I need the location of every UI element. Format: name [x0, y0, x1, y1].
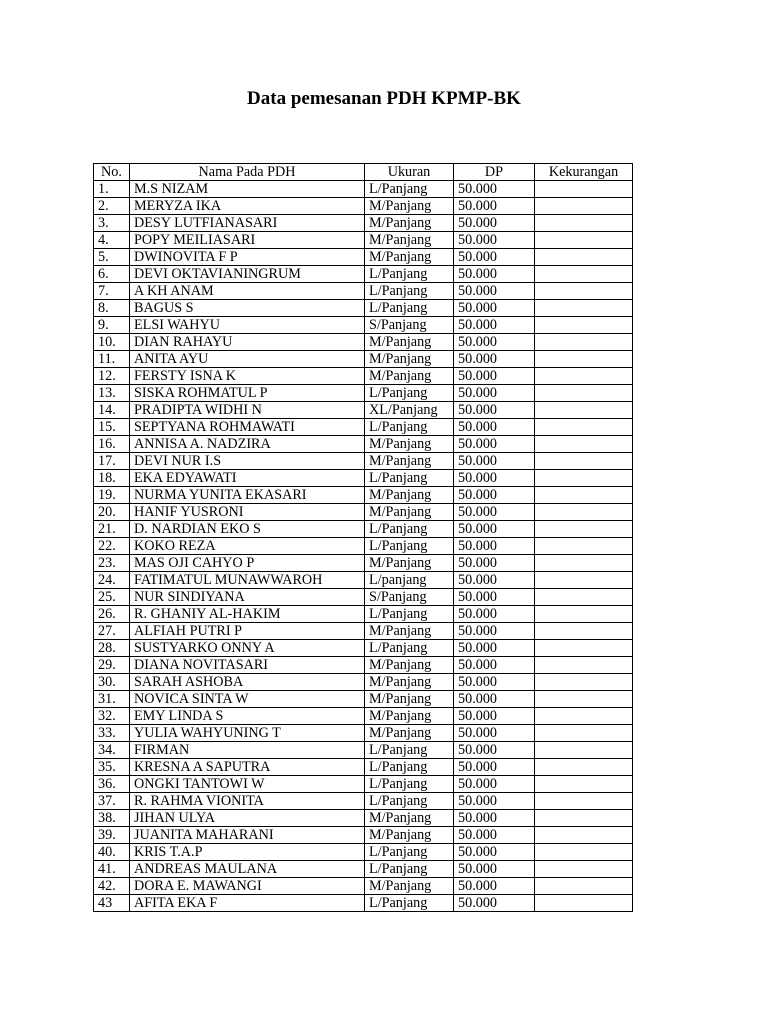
cell-kekurangan — [535, 487, 633, 504]
table-row — [94, 283, 633, 300]
cell-name: SARAH ASHOBA — [130, 674, 365, 691]
order-table — [93, 163, 633, 912]
cell-no: 23. — [94, 555, 130, 572]
cell-size: L/Panjang — [365, 793, 454, 810]
table-row — [94, 844, 633, 861]
cell-name: HANIF YUSRONI — [130, 504, 365, 521]
cell-size: M/Panjang — [365, 232, 454, 249]
cell-kekurangan — [535, 538, 633, 555]
cell-size: M/Panjang — [365, 504, 454, 521]
cell-kekurangan — [535, 215, 633, 232]
cell-no: 5. — [94, 249, 130, 266]
cell-no: 26. — [94, 606, 130, 623]
cell-dp: 50.000 — [454, 521, 535, 538]
cell-name: NUR SINDIYANA — [130, 589, 365, 606]
cell-no: 6. — [94, 266, 130, 283]
table-row — [94, 708, 633, 725]
cell-dp: 50.000 — [454, 232, 535, 249]
cell-name: ANITA AYU — [130, 351, 365, 368]
cell-size: M/Panjang — [365, 487, 454, 504]
cell-kekurangan — [535, 674, 633, 691]
cell-name: ANDREAS MAULANA — [130, 861, 365, 878]
cell-dp: 50.000 — [454, 657, 535, 674]
cell-no: 24. — [94, 572, 130, 589]
cell-no: 15. — [94, 419, 130, 436]
cell-name: ALFIAH PUTRI P — [130, 623, 365, 640]
cell-dp: 50.000 — [454, 708, 535, 725]
cell-no: 12. — [94, 368, 130, 385]
table-row — [94, 215, 633, 232]
cell-dp: 50.000 — [454, 419, 535, 436]
table-row — [94, 419, 633, 436]
cell-kekurangan — [535, 759, 633, 776]
header-size: Ukuran — [365, 164, 454, 181]
cell-name: YULIA WAHYUNING T — [130, 725, 365, 742]
cell-dp: 50.000 — [454, 215, 535, 232]
cell-kekurangan — [535, 623, 633, 640]
cell-name: MERYZA IKA — [130, 198, 365, 215]
cell-no: 32. — [94, 708, 130, 725]
table-row — [94, 725, 633, 742]
cell-dp: 50.000 — [454, 283, 535, 300]
table-row — [94, 589, 633, 606]
table-row — [94, 878, 633, 895]
cell-kekurangan — [535, 742, 633, 759]
table-row — [94, 606, 633, 623]
cell-dp: 50.000 — [454, 402, 535, 419]
table-row — [94, 487, 633, 504]
cell-size: L/Panjang — [365, 538, 454, 555]
cell-size: L/Panjang — [365, 283, 454, 300]
cell-dp: 50.000 — [454, 300, 535, 317]
cell-no: 2. — [94, 198, 130, 215]
cell-name: FIRMAN — [130, 742, 365, 759]
cell-size: L/Panjang — [365, 742, 454, 759]
cell-kekurangan — [535, 810, 633, 827]
cell-size: L/Panjang — [365, 181, 454, 198]
cell-size: M/Panjang — [365, 708, 454, 725]
table-row — [94, 317, 633, 334]
table-row — [94, 776, 633, 793]
cell-kekurangan — [535, 232, 633, 249]
table-row — [94, 385, 633, 402]
cell-name: MAS OJI CAHYO P — [130, 555, 365, 572]
cell-size: M/Panjang — [365, 827, 454, 844]
header-no: No. — [94, 164, 130, 181]
cell-dp: 50.000 — [454, 538, 535, 555]
cell-name: EKA EDYAWATI — [130, 470, 365, 487]
cell-no: 18. — [94, 470, 130, 487]
cell-dp: 50.000 — [454, 181, 535, 198]
cell-name: FATIMATUL MUNAWWAROH — [130, 572, 365, 589]
cell-no: 43 — [94, 895, 130, 912]
cell-name: KOKO REZA — [130, 538, 365, 555]
cell-dp: 50.000 — [454, 470, 535, 487]
table-row — [94, 470, 633, 487]
cell-size: L/Panjang — [365, 419, 454, 436]
table-row — [94, 436, 633, 453]
cell-dp: 50.000 — [454, 725, 535, 742]
cell-no: 19. — [94, 487, 130, 504]
cell-kekurangan — [535, 878, 633, 895]
cell-size: S/Panjang — [365, 317, 454, 334]
table-body — [94, 181, 633, 912]
cell-kekurangan — [535, 249, 633, 266]
cell-name: EMY LINDA S — [130, 708, 365, 725]
cell-name: POPY MEILIASARI — [130, 232, 365, 249]
cell-name: DEVI NUR I.S — [130, 453, 365, 470]
table-row — [94, 334, 633, 351]
cell-size: M/Panjang — [365, 436, 454, 453]
cell-size: L/Panjang — [365, 640, 454, 657]
cell-name: KRIS T.A.P — [130, 844, 365, 861]
cell-name: NOVICA SINTA W — [130, 691, 365, 708]
cell-no: 39. — [94, 827, 130, 844]
cell-dp: 50.000 — [454, 640, 535, 657]
cell-dp: 50.000 — [454, 742, 535, 759]
cell-name: DIANA NOVITASARI — [130, 657, 365, 674]
cell-kekurangan — [535, 385, 633, 402]
cell-kekurangan — [535, 606, 633, 623]
cell-dp: 50.000 — [454, 623, 535, 640]
cell-dp: 50.000 — [454, 827, 535, 844]
cell-no: 33. — [94, 725, 130, 742]
cell-dp: 50.000 — [454, 606, 535, 623]
cell-kekurangan — [535, 266, 633, 283]
cell-name: DORA E. MAWANGI — [130, 878, 365, 895]
table-row — [94, 742, 633, 759]
cell-kekurangan — [535, 708, 633, 725]
cell-dp: 50.000 — [454, 198, 535, 215]
cell-kekurangan — [535, 657, 633, 674]
table-row — [94, 368, 633, 385]
table-row — [94, 181, 633, 198]
cell-size: M/Panjang — [365, 368, 454, 385]
cell-size: S/Panjang — [365, 589, 454, 606]
cell-size: M/Panjang — [365, 351, 454, 368]
cell-kekurangan — [535, 572, 633, 589]
cell-dp: 50.000 — [454, 895, 535, 912]
cell-name: DESY LUTFIANASARI — [130, 215, 365, 232]
cell-kekurangan — [535, 402, 633, 419]
table-row — [94, 198, 633, 215]
cell-size: M/Panjang — [365, 198, 454, 215]
table-row — [94, 232, 633, 249]
cell-kekurangan — [535, 504, 633, 521]
cell-no: 37. — [94, 793, 130, 810]
table-row — [94, 759, 633, 776]
cell-kekurangan — [535, 827, 633, 844]
cell-size: M/Panjang — [365, 623, 454, 640]
cell-no: 22. — [94, 538, 130, 555]
header-name: Nama Pada PDH — [130, 164, 365, 181]
table-row — [94, 572, 633, 589]
cell-name: M.S NIZAM — [130, 181, 365, 198]
table-row — [94, 640, 633, 657]
cell-name: ANNISA A. NADZIRA — [130, 436, 365, 453]
cell-no: 38. — [94, 810, 130, 827]
cell-name: JUANITA MAHARANI — [130, 827, 365, 844]
cell-dp: 50.000 — [454, 861, 535, 878]
cell-dp: 50.000 — [454, 691, 535, 708]
cell-size: L/Panjang — [365, 844, 454, 861]
cell-size: L/Panjang — [365, 266, 454, 283]
table-row — [94, 555, 633, 572]
cell-dp: 50.000 — [454, 453, 535, 470]
cell-kekurangan — [535, 589, 633, 606]
cell-no: 11. — [94, 351, 130, 368]
cell-dp: 50.000 — [454, 317, 535, 334]
cell-name: SUSTYARKO ONNY A — [130, 640, 365, 657]
cell-dp: 50.000 — [454, 504, 535, 521]
cell-name: NURMA YUNITA EKASARI — [130, 487, 365, 504]
table-header-row — [94, 164, 633, 181]
table-row — [94, 674, 633, 691]
page-title: Data pemesanan PDH KPMP-BK — [247, 88, 521, 109]
cell-name: D. NARDIAN EKO S — [130, 521, 365, 538]
cell-name: DWINOVITA F P — [130, 249, 365, 266]
cell-no: 8. — [94, 300, 130, 317]
cell-no: 7. — [94, 283, 130, 300]
cell-size: XL/Panjang — [365, 402, 454, 419]
cell-no: 25. — [94, 589, 130, 606]
cell-kekurangan — [535, 181, 633, 198]
cell-size: M/Panjang — [365, 810, 454, 827]
table-row — [94, 861, 633, 878]
cell-dp: 50.000 — [454, 436, 535, 453]
cell-dp: 50.000 — [454, 555, 535, 572]
cell-kekurangan — [535, 555, 633, 572]
cell-kekurangan — [535, 776, 633, 793]
cell-kekurangan — [535, 793, 633, 810]
cell-size: M/Panjang — [365, 555, 454, 572]
cell-no: 9. — [94, 317, 130, 334]
cell-kekurangan — [535, 351, 633, 368]
table-row — [94, 895, 633, 912]
cell-size: L/Panjang — [365, 521, 454, 538]
cell-size: M/Panjang — [365, 878, 454, 895]
cell-kekurangan — [535, 368, 633, 385]
cell-size: L/Panjang — [365, 385, 454, 402]
cell-dp: 50.000 — [454, 572, 535, 589]
cell-name: A KH ANAM — [130, 283, 365, 300]
cell-kekurangan — [535, 861, 633, 878]
cell-dp: 50.000 — [454, 759, 535, 776]
cell-dp: 50.000 — [454, 674, 535, 691]
table-row — [94, 691, 633, 708]
cell-dp: 50.000 — [454, 334, 535, 351]
cell-size: L/Panjang — [365, 861, 454, 878]
cell-size: M/Panjang — [365, 215, 454, 232]
table-row — [94, 453, 633, 470]
cell-kekurangan — [535, 470, 633, 487]
cell-dp: 50.000 — [454, 776, 535, 793]
cell-size: L/Panjang — [365, 606, 454, 623]
cell-kekurangan — [535, 640, 633, 657]
table-row — [94, 657, 633, 674]
cell-no: 41. — [94, 861, 130, 878]
cell-size: L/Panjang — [365, 470, 454, 487]
cell-no: 36. — [94, 776, 130, 793]
cell-dp: 50.000 — [454, 351, 535, 368]
cell-no: 21. — [94, 521, 130, 538]
cell-dp: 50.000 — [454, 266, 535, 283]
cell-no: 14. — [94, 402, 130, 419]
cell-dp: 50.000 — [454, 810, 535, 827]
cell-kekurangan — [535, 300, 633, 317]
cell-name: JIHAN ULYA — [130, 810, 365, 827]
cell-name: KRESNA A SAPUTRA — [130, 759, 365, 776]
cell-name: AFITA EKA F — [130, 895, 365, 912]
table-row — [94, 521, 633, 538]
table-row — [94, 810, 633, 827]
cell-name: R. GHANIY AL-HAKIM — [130, 606, 365, 623]
table-row — [94, 827, 633, 844]
cell-name: SISKA ROHMATUL P — [130, 385, 365, 402]
cell-name: ONGKI TANTOWI W — [130, 776, 365, 793]
header-dp: DP — [454, 164, 535, 181]
cell-dp: 50.000 — [454, 368, 535, 385]
cell-kekurangan — [535, 844, 633, 861]
cell-no: 40. — [94, 844, 130, 861]
cell-no: 42. — [94, 878, 130, 895]
table-row — [94, 249, 633, 266]
cell-no: 3. — [94, 215, 130, 232]
cell-size: L/Panjang — [365, 895, 454, 912]
cell-name: BAGUS S — [130, 300, 365, 317]
cell-name: DIAN RAHAYU — [130, 334, 365, 351]
cell-kekurangan — [535, 453, 633, 470]
cell-dp: 50.000 — [454, 487, 535, 504]
cell-kekurangan — [535, 436, 633, 453]
cell-no: 20. — [94, 504, 130, 521]
cell-size: L/Panjang — [365, 759, 454, 776]
cell-kekurangan — [535, 895, 633, 912]
cell-size: M/Panjang — [365, 725, 454, 742]
cell-kekurangan — [535, 283, 633, 300]
cell-size: M/Panjang — [365, 249, 454, 266]
cell-size: M/Panjang — [365, 334, 454, 351]
header-kekurangan: Kekurangan — [535, 164, 633, 181]
cell-dp: 50.000 — [454, 589, 535, 606]
cell-no: 13. — [94, 385, 130, 402]
cell-name: DEVI OKTAVIANINGRUM — [130, 266, 365, 283]
cell-no: 16. — [94, 436, 130, 453]
cell-kekurangan — [535, 198, 633, 215]
cell-kekurangan — [535, 317, 633, 334]
table-row — [94, 351, 633, 368]
cell-size: M/Panjang — [365, 674, 454, 691]
cell-dp: 50.000 — [454, 844, 535, 861]
table-row — [94, 402, 633, 419]
table-row — [94, 504, 633, 521]
cell-size: M/Panjang — [365, 691, 454, 708]
cell-kekurangan — [535, 334, 633, 351]
cell-dp: 50.000 — [454, 793, 535, 810]
cell-size: L/Panjang — [365, 300, 454, 317]
table-row — [94, 793, 633, 810]
cell-no: 30. — [94, 674, 130, 691]
cell-kekurangan — [535, 691, 633, 708]
cell-no: 1. — [94, 181, 130, 198]
cell-kekurangan — [535, 725, 633, 742]
cell-no: 29. — [94, 657, 130, 674]
cell-kekurangan — [535, 419, 633, 436]
cell-name: SEPTYANA ROHMAWATI — [130, 419, 365, 436]
cell-size: L/Panjang — [365, 776, 454, 793]
cell-name: R. RAHMA VIONITA — [130, 793, 365, 810]
cell-no: 27. — [94, 623, 130, 640]
table-row — [94, 538, 633, 555]
cell-name: FERSTY ISNA K — [130, 368, 365, 385]
cell-kekurangan — [535, 521, 633, 538]
cell-size: L/panjang — [365, 572, 454, 589]
cell-name: ELSI WAHYU — [130, 317, 365, 334]
cell-no: 31. — [94, 691, 130, 708]
cell-no: 4. — [94, 232, 130, 249]
cell-no: 34. — [94, 742, 130, 759]
cell-no: 10. — [94, 334, 130, 351]
cell-size: M/Panjang — [365, 657, 454, 674]
cell-dp: 50.000 — [454, 385, 535, 402]
cell-no: 35. — [94, 759, 130, 776]
cell-name: PRADIPTA WIDHI N — [130, 402, 365, 419]
table-row — [94, 266, 633, 283]
cell-dp: 50.000 — [454, 878, 535, 895]
table-row — [94, 300, 633, 317]
cell-no: 28. — [94, 640, 130, 657]
cell-no: 17. — [94, 453, 130, 470]
cell-size: M/Panjang — [365, 453, 454, 470]
table-row — [94, 623, 633, 640]
cell-dp: 50.000 — [454, 249, 535, 266]
